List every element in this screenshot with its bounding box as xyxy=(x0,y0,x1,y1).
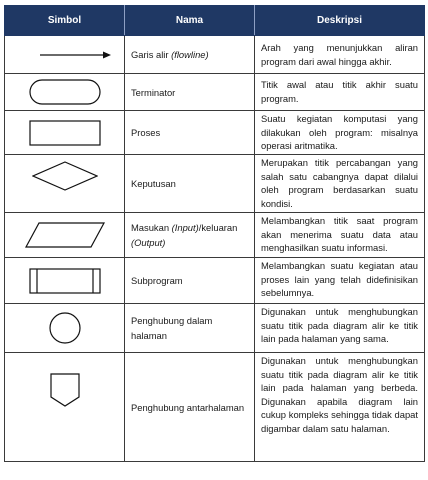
table-row xyxy=(5,258,425,304)
symbol-cell xyxy=(5,304,125,353)
description-cell: Arah yang menunjukkan aliran program dari awal hingga akhir. xyxy=(255,36,425,74)
name-cell: Penghubung dalam halaman xyxy=(125,304,255,353)
name-cell: Keputusan xyxy=(125,155,255,213)
header-deskripsi: Deskripsi xyxy=(255,6,425,36)
table-header-row xyxy=(5,6,425,36)
name-italic-text: (Output) xyxy=(131,237,166,248)
symbol-cell xyxy=(5,74,125,111)
arrow-icon xyxy=(15,48,115,62)
table-row xyxy=(5,111,425,155)
table-row xyxy=(5,155,425,213)
description-cell: Melambangkan suatu kegiatan atau proses lain yang telah didefinisikan sebelumnya. xyxy=(255,258,425,304)
symbol-cell xyxy=(5,36,125,74)
header-nama: Nama xyxy=(125,6,255,36)
name-cell xyxy=(125,36,255,74)
symbol-cell xyxy=(5,258,125,304)
name-text: Garis alir xyxy=(131,49,172,60)
input-output-icon xyxy=(25,222,105,248)
name-cell: Terminator xyxy=(125,74,255,111)
description-cell: Digunakan untuk menghubungkan suatu titik pada diagram alir ke titik lain pada halaman yang sama. xyxy=(255,304,425,353)
symbol-cell xyxy=(5,353,125,462)
name-italic-text: (flowline) xyxy=(171,49,209,60)
subprogram-icon xyxy=(29,268,101,294)
description-cell: Suatu kegiatan komputasi yang dilakukan oleh program: misalnya operasi aritmatika. xyxy=(255,111,425,155)
connector-icon xyxy=(48,311,82,345)
name-cell xyxy=(125,213,255,258)
table-row xyxy=(5,213,425,258)
description-cell: Digunakan untuk menghubungkan suatu titik pada diagram alir ke titik lain pada halaman yang berbeda. Digunakan apabila diagram lain cukup kompleks sehingga tidak dapat digambar dalam satu halaman. xyxy=(255,353,425,462)
table-row xyxy=(5,304,425,353)
flowchart-symbol-table xyxy=(4,5,425,462)
decision-icon xyxy=(32,161,98,191)
table-row xyxy=(5,353,425,462)
name-cell: Proses xyxy=(125,111,255,155)
symbol-cell xyxy=(5,155,125,213)
description-cell: Titik awal atau titik akhir suatu program. xyxy=(255,74,425,111)
process-icon xyxy=(29,120,101,146)
name-cell: Subprogram xyxy=(125,258,255,304)
name-text: /keluaran xyxy=(198,222,238,233)
name-text: Masukan xyxy=(131,222,172,233)
description-cell: Melambangkan titik saat program akan menerima suatu data atau menghasilkan suatu informasi. xyxy=(255,213,425,258)
table-row xyxy=(5,74,425,111)
header-simbol: Simbol xyxy=(5,6,125,36)
description-cell: Merupakan titik percabangan yang salah satu cabangnya dapat dilalui oleh program berdasarkan suatu kondisi. xyxy=(255,155,425,213)
symbol-cell xyxy=(5,213,125,258)
table-row xyxy=(5,36,425,74)
flowchart-symbol-table-wrapper xyxy=(4,5,424,462)
offpage-connector-icon xyxy=(50,373,80,407)
terminator-icon xyxy=(29,79,101,105)
name-italic-text: (Input) xyxy=(171,222,199,233)
symbol-cell xyxy=(5,111,125,155)
name-cell: Penghubung antarhalaman xyxy=(125,353,255,462)
